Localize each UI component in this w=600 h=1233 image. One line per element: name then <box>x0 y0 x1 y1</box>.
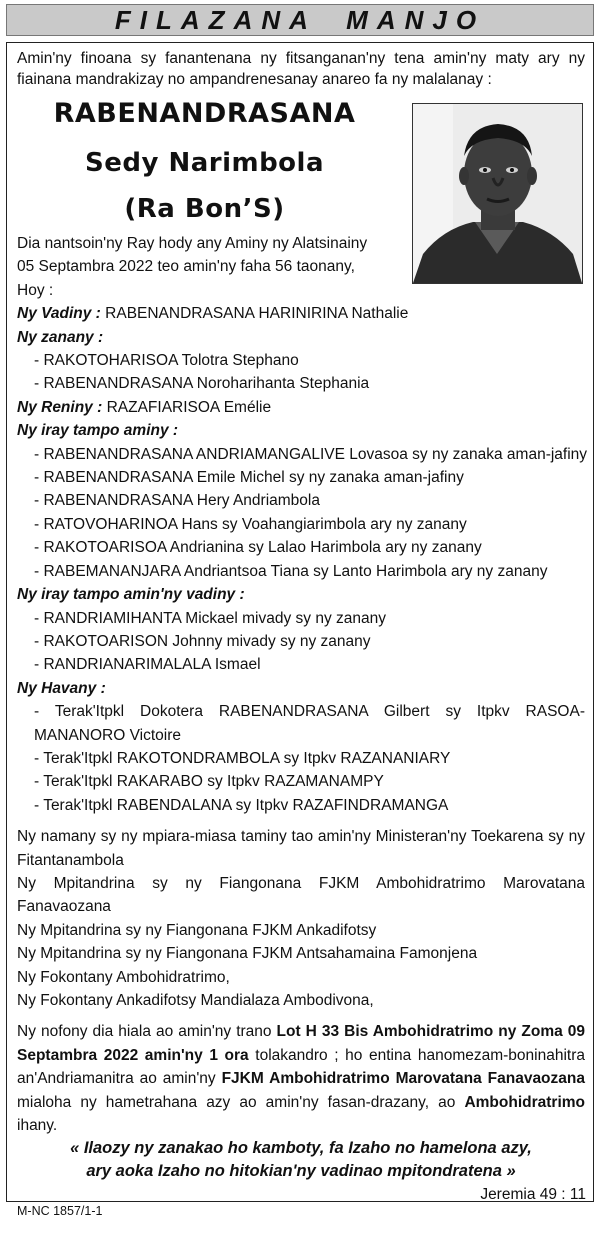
spouse-row <box>17 302 585 325</box>
spouse-name: RABENANDRASANA HARINIRINA Nathalie <box>105 305 409 323</box>
deceased-nickname: (Ra Bon’S) <box>124 194 285 224</box>
list-item: - RABENANDRASANA Hery Andriambola <box>34 492 320 510</box>
list-item: - Terak'Itpkl RABENDALANA sy Itpkv RAZAFINDRAMANGA <box>34 796 449 814</box>
death-line-3: Hoy : <box>17 281 54 299</box>
quote-line-1: « Ilaozy ny zanakao ho kamboty, fa Izaho no hamelona azy, <box>70 1139 532 1158</box>
funeral-text-1: Ny nofony dia hiala ao amin'ny trano <box>17 1023 277 1041</box>
list-item: - RAKOTOARISON Johnny mivady sy ny zanany <box>34 632 371 650</box>
list-item: - RAKOTOHARISOA Tolotra Stephano <box>34 352 299 370</box>
funeral-text-3: mialoha ny hametrahana azy ao amin'ny fasan-drazany, ao <box>17 1093 465 1111</box>
list-item: - RABENANDRASANA Emile Michel sy ny zanaka aman-jafiny <box>34 469 464 487</box>
list-item: - Terak'Itpkl RAKARABO sy Itpkv RAZAMANAMPY <box>34 773 384 791</box>
mother-name: RAZAFIARISOA Emélie <box>106 398 272 416</box>
list-item: - RANDRIAMIHANTA Mickael mivady sy ny zanany <box>34 609 386 627</box>
funeral-paragraph <box>17 1020 585 1137</box>
list-item: - RAKOTOARISOA Andrianina sy Lalao Harimbola ary ny zanany <box>34 539 482 557</box>
deceased-given-names: Sedy Narimbola <box>84 148 325 178</box>
others-item: Ny Fokontany Ankadifotsy Mandialaza Ambodivona, <box>17 992 374 1009</box>
spouse-label: Ny Vadiny : <box>17 305 101 323</box>
mother-row <box>17 396 585 419</box>
funeral-place-time: Lot H 33 Bis Ambohidratrimo ny Zoma 09 Septambra 2022 amin'ny 1 ora <box>17 1023 585 1064</box>
others-item: Ny Mpitandrina sy ny Fiangonana FJKM Ankadifotsy <box>17 921 377 939</box>
quote-line-2: ary aoka Izaho no hitokian'ny vadinao mpitondratena » <box>86 1162 516 1181</box>
funeral-burial-place: Ambohidratrimo <box>464 1093 585 1111</box>
intro-text: Amin'ny finoana sy fanantenana ny fitsanganan'ny tena amin'ny maty ary ny fiainana mandrakizay no ampandrenesanay anareo fa ny malalanay : <box>17 50 585 88</box>
notice-body <box>17 232 588 1183</box>
bible-quote <box>17 1137 585 1183</box>
death-line-2: 05 Septambra 2022 teo amin'ny faha 56 taonany, <box>17 258 355 276</box>
spouse-siblings-label: Ny iray tampo amin'ny vadiny : <box>17 586 245 604</box>
children-label: Ny zanany : <box>17 328 104 346</box>
funeral-church: FJKM Ambohidratrimo Marovatana Fanavaozana <box>221 1070 585 1088</box>
funeral-text-2: tolakandro ; ho entina hanomezam-boninahitra an'Andriamanitra ao amin'ny <box>17 1046 585 1088</box>
header-title: FILAZANA MANJO <box>114 4 486 35</box>
list-item: - RABEMANANJARA Andriantsoa Tiana sy Lanto Harimbola ary ny zanany <box>34 562 548 580</box>
relatives-label: Ny Havany : <box>17 679 106 697</box>
list-item: - Terak'Itpkl Dokotera RABENANDRASANA Gilbert sy Itpkv RASOA-MANANORO Victoire <box>34 703 585 744</box>
header-banner <box>6 4 594 36</box>
list-item: - RABENANDRASANA Noroharihanta Stephania <box>34 375 370 393</box>
spacer <box>17 1012 585 1020</box>
list-item: - Terak'Itpkl RAKOTONDRAMBOLA sy Itpkv RAZANANIARY <box>34 749 451 767</box>
others-item: Ny Mpitandrina sy ny Fiangonana FJKM Ambohidratrimo Marovatana Fanavaozana <box>17 874 585 916</box>
others-item: Ny Fokontany Ambohidratrimo, <box>17 968 230 986</box>
list-item: - RATOVOHARINOA Hans sy Voahangiarimbola ary ny zanany <box>34 515 467 533</box>
deceased-surname: RABENANDRASANA <box>53 98 356 129</box>
list-item: - RANDRIANARIMALALA Ismael <box>34 656 261 674</box>
funeral-text-4: ihany. <box>17 1117 58 1135</box>
notice-code: M-NC 1857/1-1 <box>17 1204 103 1218</box>
spacer <box>17 817 585 825</box>
others-item: Ny namany sy ny mpiara-miasa taminy tao amin'ny Ministeran'ny Toekarena sy ny Fitantanambola <box>17 828 585 869</box>
list-item: - RABENANDRASANA ANDRIAMANGALIVE Lovasoa sy ny zanaka aman-jafiny <box>34 445 588 463</box>
bible-reference: Jeremia 49 : 11 <box>480 1186 586 1203</box>
death-line-1: Dia nantsoin'ny Ray hody any Aminy ny Alatsinainy <box>17 235 368 252</box>
mother-label: Ny Reniny : <box>17 398 103 416</box>
others-item: Ny Mpitandrina sy ny Fiangonana FJKM Antsahamaina Famonjena <box>17 945 478 963</box>
siblings-label: Ny iray tampo aminy : <box>17 422 179 440</box>
